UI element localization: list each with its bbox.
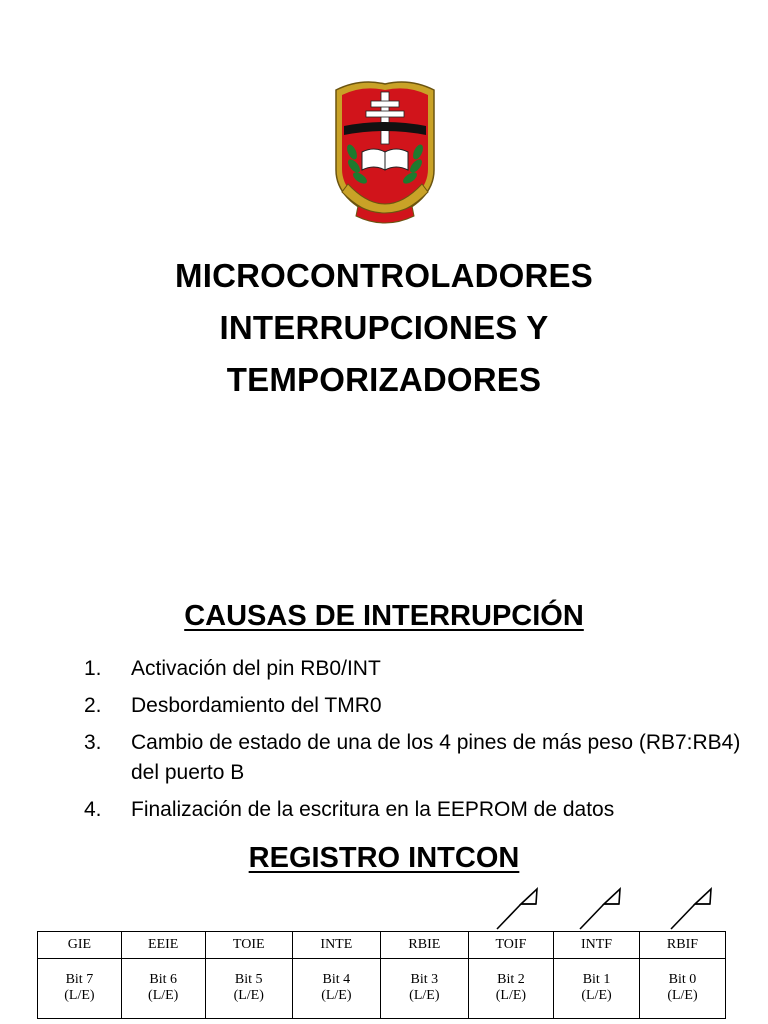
bit-name-cell: INTF <box>554 932 640 959</box>
bit-name-cell: RBIF <box>639 932 725 959</box>
bit-number-cell: Bit 2 <box>468 959 553 989</box>
bit-number-cell: Bit 1 <box>554 959 640 989</box>
presentation-title <box>0 250 768 406</box>
list-item <box>84 795 744 825</box>
flag-markers <box>0 886 768 932</box>
bit-name-cell: EEIE <box>121 932 205 959</box>
flag-icon-toif <box>497 889 537 929</box>
bit-number-cell: Bit 4 <box>292 959 380 989</box>
bit-access-cell: (L/E) <box>468 988 553 1019</box>
bit-name-cell: TOIF <box>468 932 553 959</box>
list-item-text: Cambio de estado de una de los 4 pines de más peso (RB7:RB4) del puerto B <box>131 731 741 784</box>
list-item <box>84 691 744 721</box>
list-item-text: Finalización de la escritura en la EEPROM de datos <box>131 798 615 821</box>
bit-access-cell: (L/E) <box>292 988 380 1019</box>
list-item-number: 1. <box>84 657 102 680</box>
flag-icon-intf <box>580 889 620 929</box>
bit-number-cell: Bit 5 <box>205 959 292 989</box>
list-item-number: 2. <box>84 694 102 717</box>
bit-name-cell: TOIE <box>205 932 292 959</box>
bit-name-cell: GIE <box>38 932 122 959</box>
register-name-row <box>38 932 726 959</box>
bit-number-cell: Bit 0 <box>639 959 725 989</box>
flag-icon-rbif <box>671 889 711 929</box>
bit-name-cell: INTE <box>292 932 380 959</box>
bit-access-cell: (L/E) <box>639 988 725 1019</box>
title-line-3: TEMPORIZADORES <box>226 361 542 398</box>
university-crest-logo <box>330 74 440 230</box>
list-item <box>84 728 744 788</box>
bit-access-cell: (L/E) <box>380 988 468 1019</box>
register-heading: REGISTRO INTCON <box>248 842 520 874</box>
causes-heading: CAUSAS DE INTERRUPCIÓN <box>184 600 584 632</box>
list-item-number: 4. <box>84 798 102 821</box>
bit-number-cell: Bit 7 <box>38 959 122 989</box>
causes-list <box>84 654 744 832</box>
register-bit-row <box>38 959 726 989</box>
list-item-text: Desbordamiento del TMR0 <box>131 694 382 717</box>
bit-name-cell: RBIE <box>380 932 468 959</box>
bit-number-cell: Bit 3 <box>380 959 468 989</box>
intcon-register-table <box>37 931 726 1019</box>
list-item-text: Activación del pin RB0/INT <box>131 657 381 680</box>
bit-access-cell: (L/E) <box>38 988 122 1019</box>
bit-access-cell: (L/E) <box>554 988 640 1019</box>
register-access-row <box>38 988 726 1019</box>
title-line-2: INTERRUPCIONES Y <box>219 309 549 346</box>
title-line-1: MICROCONTROLADORES <box>175 257 593 294</box>
bit-number-cell: Bit 6 <box>121 959 205 989</box>
list-item <box>84 654 744 684</box>
list-item-number: 3. <box>84 731 102 754</box>
bit-access-cell: (L/E) <box>205 988 292 1019</box>
bit-access-cell: (L/E) <box>121 988 205 1019</box>
